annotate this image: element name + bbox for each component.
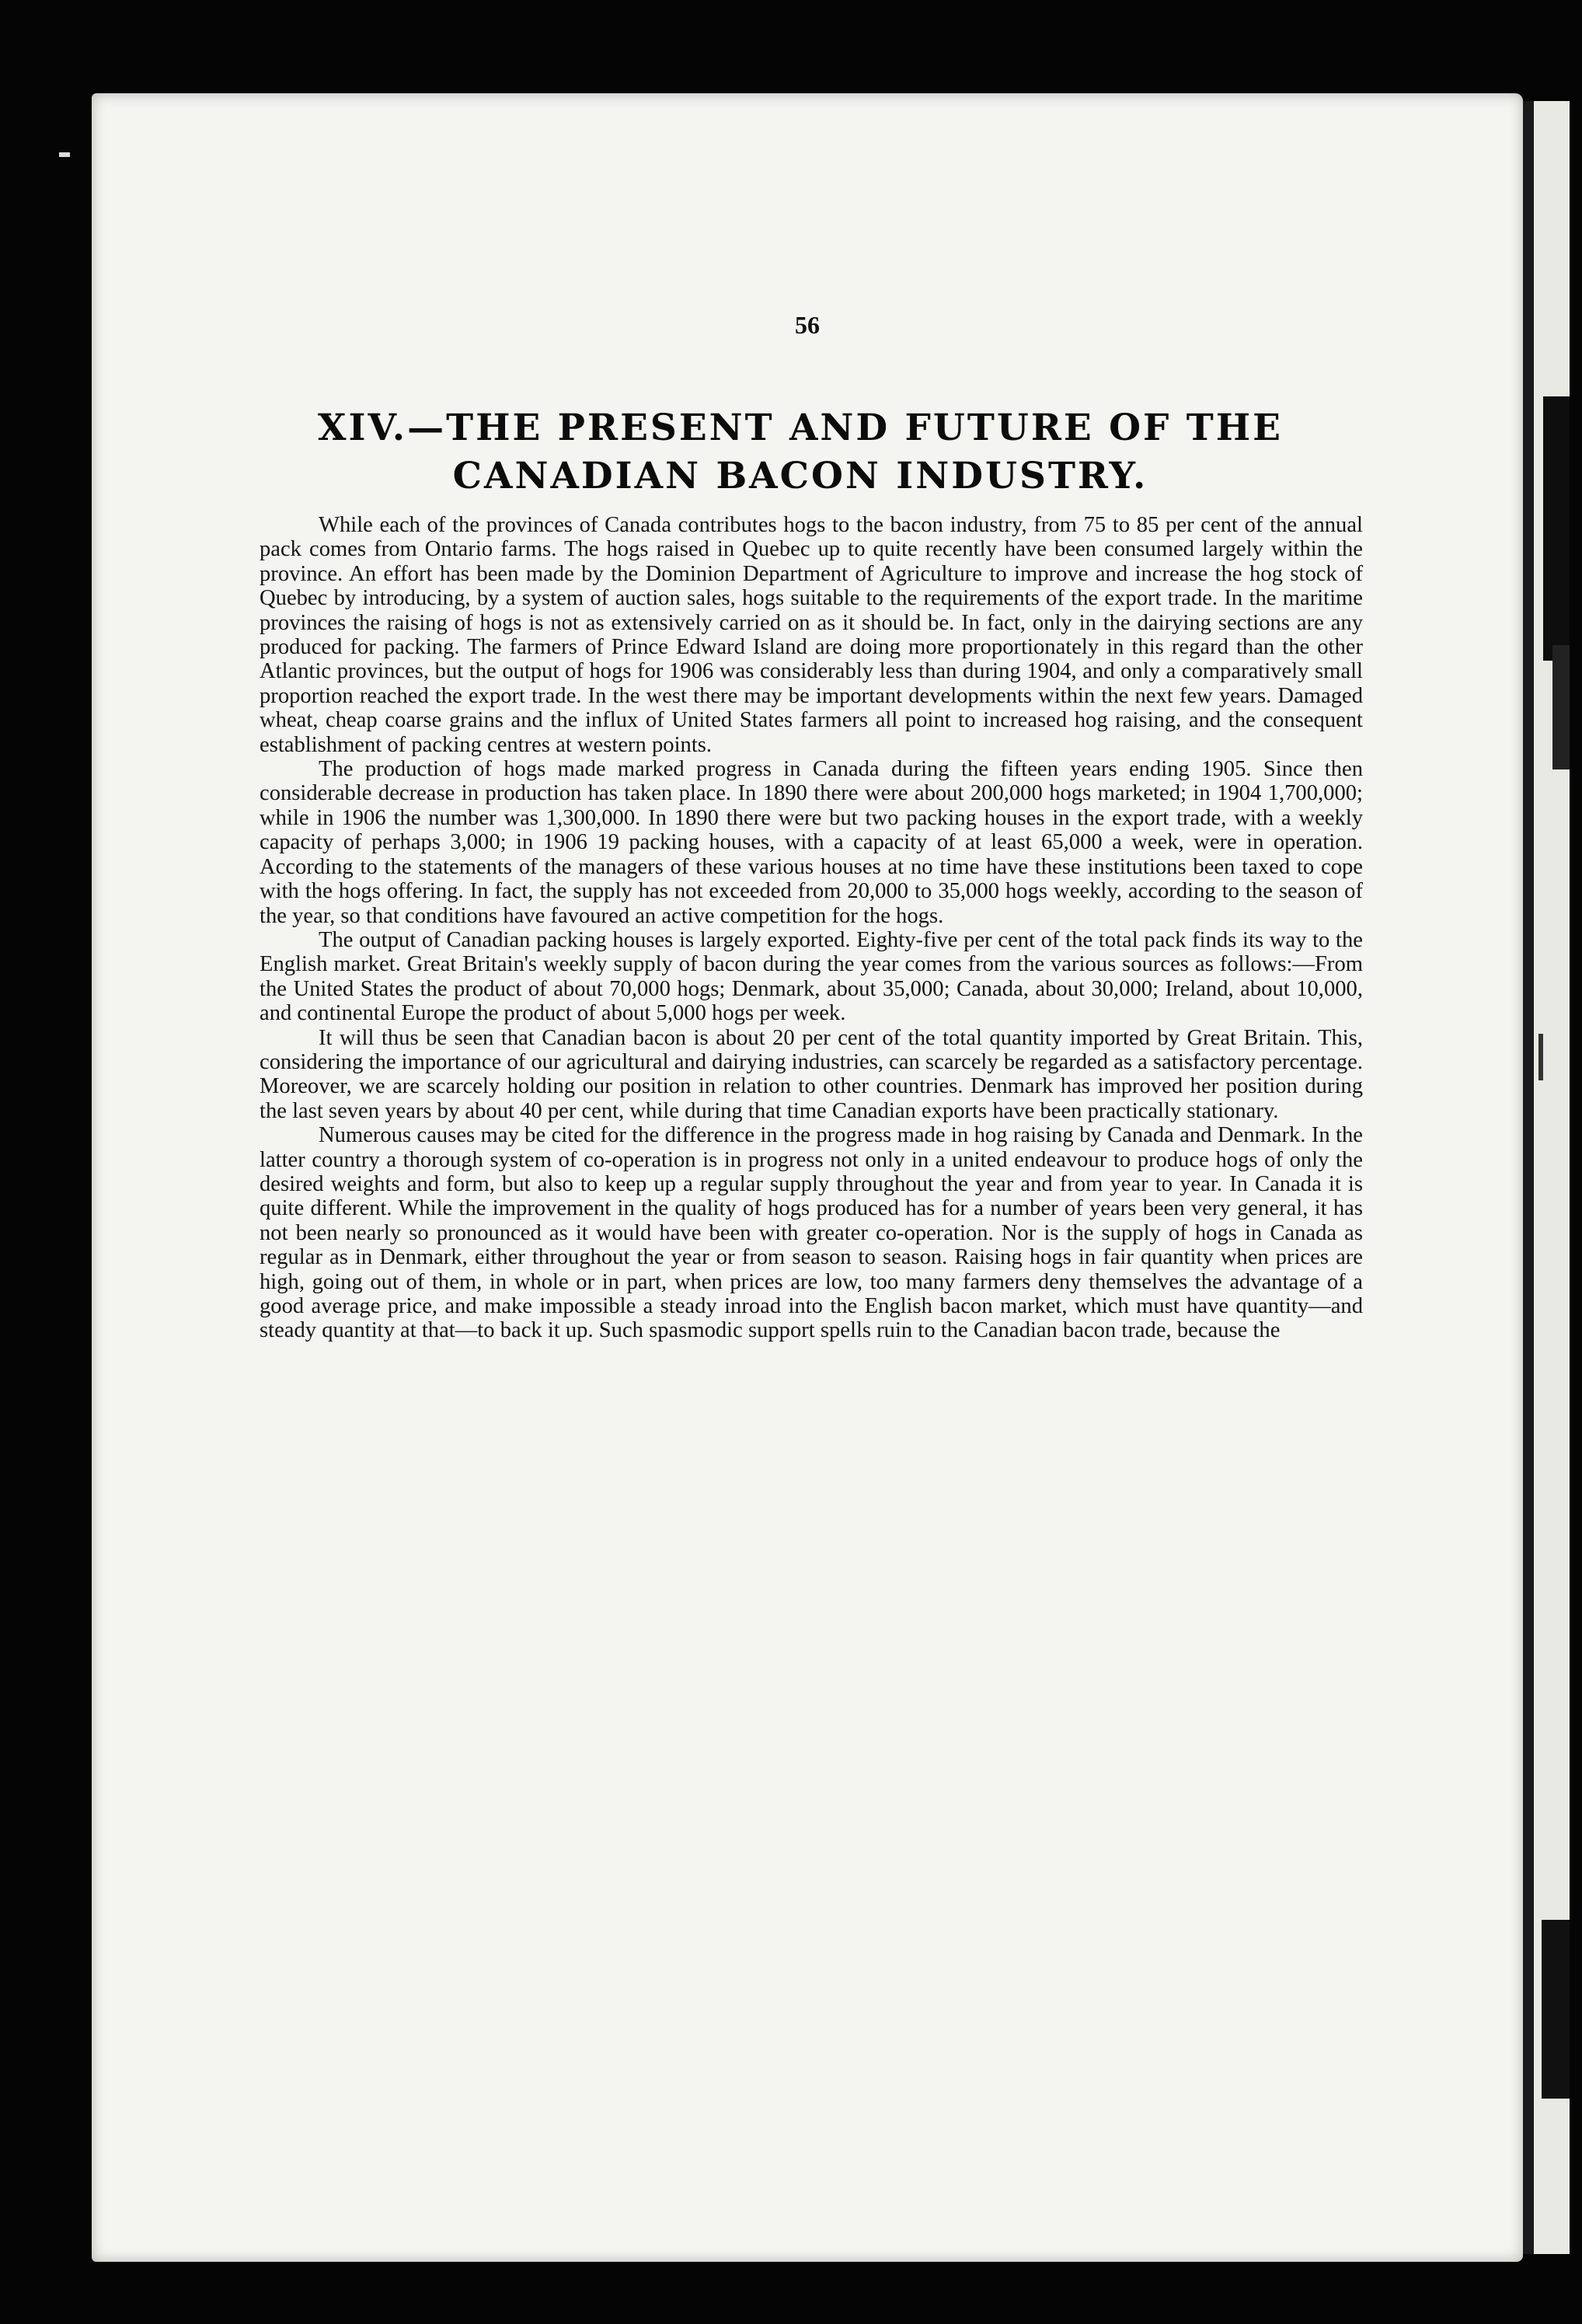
scan-artifact-dash — [59, 152, 70, 157]
ink-bleed-mark — [1552, 645, 1570, 769]
page-number: 56 — [795, 311, 820, 339]
page-gutter-shadow — [1523, 101, 1534, 2254]
paragraph: The output of Canadian packing houses is largely exported. Eighty-five per cent of the total pack finds its way to the English market. Great Britain's weekly supply of bacon during the year comes from the various sources as follows:—From the United States the product of about 70,000 hogs; Denmark, about 35,000; Canada, about 30,000; Ireland, about 10,000, and continental Europe the product of about 5,000 hogs per week. — [260, 927, 1363, 1026]
paragraph: The production of hogs made marked progress in Canada during the fifteen years ending 1905. Since then considerable decrease in production has taken place. In 1890 there were about 200,000 hogs marketed; in 1904 1,700,000; while in 1906 the number was 1,300,000. In 1890 there were but two packing houses in the export trade, with a weekly capacity of perhaps 3,000; in 1906 19 packing houses, with a capacity of at least 65,000 a week, were in operation. According to the statements of the managers of these various houses at no time have these institutions been taxed to cope with the hogs offering. In fact, the supply has not exceeded from 20,000 to 35,000 hogs weekly, according to the season of the year, so that conditions have favoured an active competition for the hogs. — [260, 757, 1363, 928]
ink-bleed-mark — [1542, 1920, 1570, 2099]
adjacent-page-edge — [1523, 101, 1570, 2254]
body-text — [260, 513, 1363, 1343]
ink-bleed-mark — [1538, 1034, 1543, 1080]
chapter-title: XIV.—THE PRESENT AND FUTURE OF THE CANADIAN BACON INDUSTRY. — [318, 407, 1283, 497]
paragraph: Numerous causes may be cited for the difference in the progress made in hog raising by Canada and Denmark. In the latter country a thorough system of co-operation is in progress not only in a united endeavour to produce hogs of only the desired weights and form, but also to keep up a regular supply throughout the year and from year to year. In Canada it is quite different. While the improvement in the quality of hogs produced has for a number of years been very general, it has not been nearly so pronounced as it would have been with greater co-operation. Nor is the supply of hogs in Canada as regular as in Denmark, either throughout the year or from season to season. Raising hogs in fair quantity when prices are high, going out of them, in whole or in part, when prices are low, too many farmers deny themselves the advantage of a good average price, and make impossible a steady inroad into the English bacon market, which must have quantity—and steady quantity at that—to back it up. Such spasmodic support spells ruin to the Canadian bacon trade, because the — [260, 1123, 1363, 1343]
paragraph: It will thus be seen that Canadian bacon is about 20 per cent of the total quantity imported by Great Britain. This, considering the importance of our agricultural and dairying industries, can scarcely be regarded as a satisfactory percentage. Moreover, we are scarcely holding our position in relation to other countries. Denmark has improved her position during the last seven years by about 40 per cent, while during that time Canadian exports have been practically stationary. — [260, 1025, 1363, 1123]
ink-bleed-mark — [1543, 396, 1570, 661]
paragraph: While each of the provinces of Canada contributes hogs to the bacon industry, from 75 to 85 per cent of the annual pack comes from Ontario farms. The hogs raised in Quebec up to quite recently have been consumed largely within the province. An effort has been made by the Dominion Department of Agriculture to improve and increase the hog stock of Quebec by introducing, by a system of auction sales, hogs suitable to the requirements of the export trade. In the maritime provinces the raising of hogs is not as extensively carried on as it should be. In fact, only in the dairying sections are any produced for packing. The farmers of Prince Edward Island are doing more proportionately in this regard than the other Atlantic provinces, but the output of hogs for 1906 was considerably less than during 1904, and only a comparatively small proportion reached the export trade. In the west there may be important developments within the next few years. Damaged wheat, cheap coarse grains and the influx of United States farmers all point to increased hog raising, and the consequent establishment of packing centres at western points. — [260, 513, 1363, 757]
